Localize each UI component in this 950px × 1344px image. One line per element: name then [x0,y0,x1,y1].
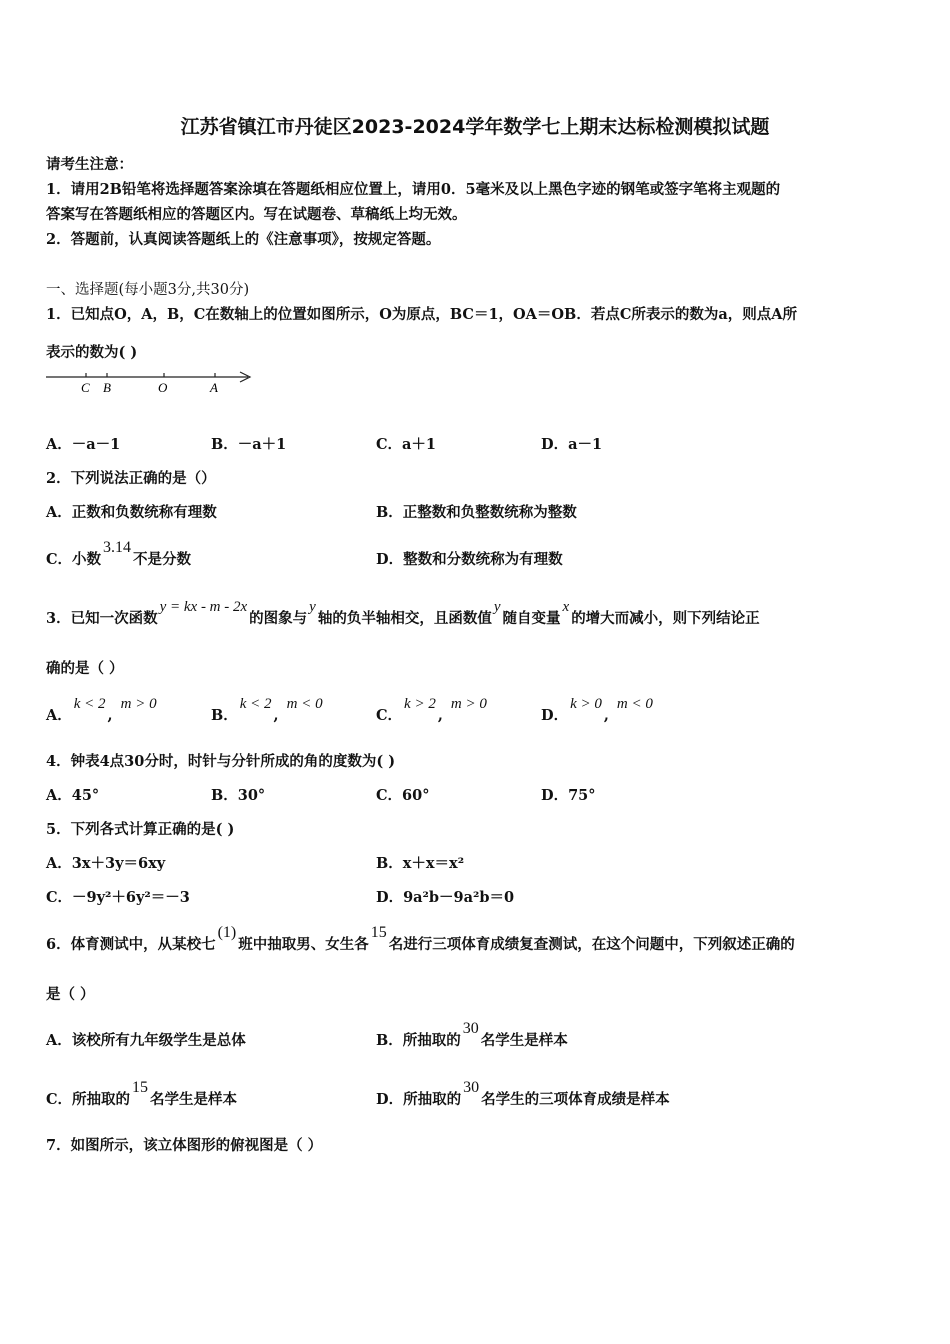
axis-label-c: C [81,380,90,395]
notice-line-3: 2．答题前，认真阅读答题纸上的《注意事项》，按规定答题。 [46,231,441,248]
q6-b-math: 30 [462,1020,479,1037]
q1-option-d: D．a－1 [541,436,603,453]
q6-math-count: 15 [370,924,387,941]
q3-b-m: m < 0 [286,696,323,712]
q3-stem-line-2: 确的是（ ） [46,660,124,677]
q3-a-k: k < 2 [73,696,106,712]
q3-b-label: B． [211,707,238,724]
q5-option-a: A．3x＋3y＝6xy [46,855,166,872]
q6-option-d [376,1079,670,1109]
q3-option-c: C．k > 2,m > 0 [376,696,487,724]
q3-text-3: 轴的负半轴相交，且函数值 [317,610,492,627]
q3-option-d: D．k > 0,m < 0 [541,696,653,724]
q3-a-m: m > 0 [120,696,157,712]
q3-math-y: y [493,599,501,615]
q3-d-m: m < 0 [616,696,653,712]
q2-option-d: D．整数和分数统称为有理数 [376,551,563,568]
q6-math-class: (1) [217,924,237,941]
q2-stem: 2．下列说法正确的是（） [46,470,216,487]
axis-label-o: O [158,380,168,395]
q3-b-k: k < 2 [239,696,272,712]
q4-option-a: A．45° [46,787,100,804]
q2-c-math: 3.14 [103,539,132,556]
notice-header: 请考生注意： [46,156,133,173]
q5-stem: 5．下列各式计算正确的是( ) [46,821,235,838]
q1-stem-line-1: 1．已知点O，A，B，C在数轴上的位置如图所示，O为原点，BC＝1，OA＝OB．若点C所表示的数为a，则点A所 [46,306,798,323]
q3-stem-line-1 [46,599,760,628]
notice-line-2: 答案写在答题纸相应的答题区内。写在试题卷、草稿纸上均无效。 [46,206,467,223]
q3-text-5: 的增大而减小，则下列结论正 [571,610,760,627]
q6-stem-line-1 [46,924,795,954]
q6-c-math: 15 [132,1079,149,1096]
q3-option-a: A．k < 2,m > 0 [46,696,157,724]
q7-stem: 7．如图所示，该立体图形的俯视图是（ ） [46,1137,323,1154]
axis-label-b: B [103,380,111,395]
q3-c-m: m > 0 [450,696,487,712]
q4-option-b: B．30° [211,787,266,804]
q2-c-prefix: C．小数 [46,551,102,568]
q1-option-a: A．－a－1 [46,436,121,453]
q5-option-d: D．9a²b－9a²b＝0 [376,889,515,906]
q6-c-prefix: C．所抽取的 [46,1091,131,1108]
q3-text-4: 随自变量 [502,610,561,627]
q1-option-c: C．a＋1 [376,436,437,453]
q1-stem-line-2: 表示的数为( ) [46,344,138,361]
q3-math-x: x [562,599,570,615]
q6-option-a: A．该校所有九年级学生是总体 [46,1032,246,1049]
q6-text-3: 名进行三项体育成绩复查测试，在这个问题中，下列叙述正确的 [388,936,795,953]
q5-option-b: B．x＋x＝x² [376,855,465,872]
q6-d-prefix: D．所抽取的 [376,1091,462,1108]
q3-text-1: 3．已知一次函数 [46,610,158,627]
q6-option-b [376,1020,568,1050]
q6-stem-line-2: 是（ ） [46,986,95,1003]
q6-text-2: 班中抽取男、女生各 [238,936,369,953]
q6-d-math: 30 [463,1079,480,1096]
q3-c-k: k > 2 [404,696,436,712]
q2-option-a: A．正数和负数统称有理数 [46,504,217,521]
q4-option-c: C．60° [376,787,430,804]
q3-a-label: A． [46,707,72,724]
q4-stem: 4．钟表4点30分时，时针与分针所成的角的度数为( ) [46,753,396,770]
q4-option-d: D．75° [541,787,596,804]
page-title: 江苏省镇江市丹徒区2023-2024学年数学七上期末达标检测模拟试题 [180,116,770,138]
number-line-figure [44,368,256,398]
q3-math-y-axis: y [309,599,316,615]
q1-option-b: B．－a＋1 [211,436,287,453]
q6-c-suffix: 名学生是样本 [150,1091,238,1108]
q3-c-label: C． [376,707,403,724]
q3-math-function: y = kx - m - 2x [159,599,248,615]
q6-d-suffix: 名学生的三项体育成绩是样本 [481,1091,670,1108]
q3-d-k: k > 0 [570,696,602,712]
section-heading: 一、选择题(每小题3分,共30分) [46,282,250,298]
q3-option-b: B．k < 2,m < 0 [211,696,323,724]
q6-b-suffix: 名学生是样本 [480,1032,568,1049]
axis-label-a: A [210,380,218,395]
notice-line-1: 1．请用2B铅笔将选择题答案涂填在答题纸相应位置上，请用0．5毫米及以上黑色字迹的钢笔或签字笔将主观题的 [46,181,781,198]
q2-option-b: B．正整数和负整数统称为整数 [376,504,577,521]
q3-d-label: D． [541,707,569,724]
q3-text-2: 的图象与 [249,610,308,627]
q6-option-c [46,1079,238,1109]
q2-c-suffix: 不是分数 [133,551,192,568]
q2-option-c [46,539,192,569]
q6-b-prefix: B．所抽取的 [376,1032,461,1049]
q6-text-1: 6．体育测试中，从某校七 [46,936,216,953]
q5-option-c: C．－9y²＋6y²＝－3 [46,889,190,906]
